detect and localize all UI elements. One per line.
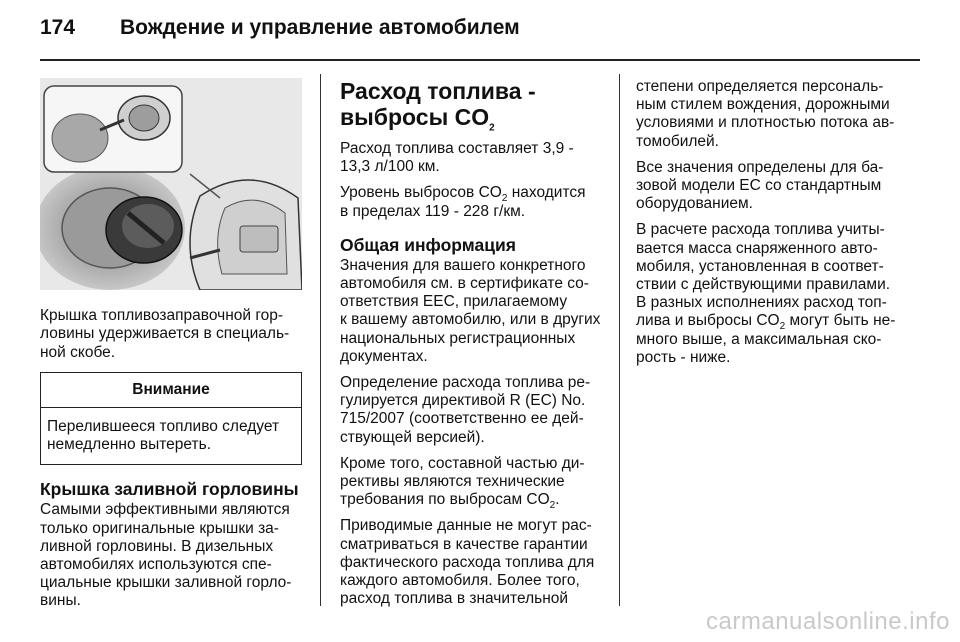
figure-caption: Крышка топливозаправочной гор- ловины удерживается в специаль- ной скобе. — [40, 307, 290, 361]
page-title: Вождение и управление автомобилем — [120, 16, 520, 39]
column-right — [636, 78, 920, 375]
section-heading-general-info: Общая информация — [340, 234, 516, 255]
header-rule — [40, 59, 920, 61]
watermark-text: carmanualsonline.info — [706, 608, 950, 635]
column-middle — [340, 78, 604, 616]
column-divider-2 — [619, 74, 620, 606]
guarantee-paragraph: Приводимые данные не могут рас- сматриваться в качестве гарантии фактического расхода топлива для каждого автомобиля. Более того, расход топлива в значительной — [340, 517, 595, 608]
fuel-cap-illustration — [40, 78, 302, 290]
base-model-paragraph: Все значения определены для ба- зовой модели ЕС со стандартным оборудованием. — [636, 158, 884, 213]
driving-style-paragraph: степени определяется персональ- ным стилем вождения, дорожными условиями и плотностью потока ав- томобилей. — [636, 78, 895, 150]
fuel-flap-icon — [190, 180, 302, 290]
section-heading-fuel-consumption: Расход топлива - выбросы $CO_2$ — [340, 78, 536, 134]
mass-paragraph: В расчете расхода топлива учиты- вается масса снаряженного авто- мобиля, установленная в соответ- ствии с действующими правилами. В разных исполнениях расход топ- лива и выбросы $CO_2$ могут быть не- много выше, а максимальная ско- рость - ниже. — [636, 221, 896, 366]
notice-text: Перелившееся топливо следует немедленно вытереть. — [47, 418, 280, 454]
column-left — [40, 78, 302, 619]
column-divider-1 — [320, 74, 321, 606]
emissions-paragraph: Уровень выбросов $CO_2$ находится в пределах 119 - 228 г/км. — [340, 184, 586, 220]
requirements-paragraph: Кроме того, составной частью ди- рективы являются технические требования по выбросам $CO_2$. — [340, 454, 585, 512]
page-number: 174 — [40, 16, 76, 39]
fuel-cap-icon — [106, 197, 182, 263]
general-info-paragraph: Значения для вашего конкретного автомобиля см. в сертификате со- ответствия ЕЕС, прилагаемому к вашему автомобилю, или в других национальных регистрационных документах. — [340, 256, 601, 365]
notice-box — [40, 372, 302, 466]
consumption-paragraph: Расход топлива составляет 3,9 - 13,3 л/100 км. — [340, 140, 574, 176]
section-heading-filler-cap: Крышка заливной горловины — [40, 479, 299, 500]
notice-title: Внимание — [41, 373, 301, 408]
directive-paragraph: Определение расхода топлива ре- гулируется директивой R (ЕС) No. 715/2007 (соответственно ее дей- ствующей версией). — [340, 374, 591, 446]
filler-cap-paragraph: Самыми эффективными являются только оригинальные крышки за- ливной горловины. В дизельных автомобилях используются спе- циальные крышки заливной горло- вины. — [40, 501, 292, 610]
